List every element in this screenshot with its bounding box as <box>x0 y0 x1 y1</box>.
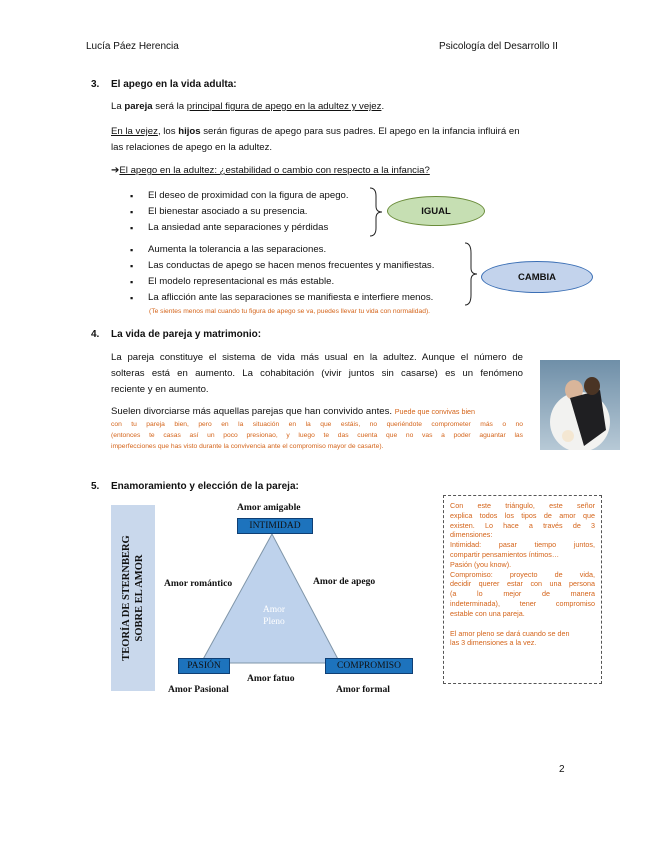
box-line: indeterminada), tener compromiso <box>450 598 595 608</box>
box-line: (a lo mejor de manera <box>450 589 595 599</box>
section-3-title: El apego en la vida adulta: <box>111 79 237 90</box>
list-item: ▪ Aumenta la tolerancia a las separaciones. <box>128 242 434 258</box>
box-line: decidir querer estar con una persona <box>450 579 595 589</box>
list-item: ▪ El modelo representacional es más estable. <box>128 274 434 290</box>
amor-formal-label: Amor formal <box>336 684 390 695</box>
box-line: dimensiones: <box>450 530 493 540</box>
list-item: ▪ El deseo de proximidad con la figura de apego. <box>128 188 349 204</box>
box-line: Con este triángulo, este señor <box>450 501 595 510</box>
section-5-title: Enamoramiento y elección de la pareja: <box>111 481 299 492</box>
pasion-label: PASIÓN <box>178 658 230 674</box>
section-4-title: La vida de pareja y matrimonio: <box>111 329 262 340</box>
cambia-brace-icon <box>463 241 479 307</box>
box-line: explica todos los tipos de amor que <box>450 510 595 520</box>
box-line: estable con una pareja. <box>450 608 525 618</box>
section-3-number: 3. <box>91 79 100 90</box>
arrow-right-icon: ➔ <box>111 165 120 176</box>
box-line: El amor pleno se dará cuando se den <box>450 628 570 638</box>
amor-romantico-label: Amor romántico <box>164 578 233 589</box>
stability-question: ➔El apego en la adultez: ¿estabilidad o cambio con respecto a la infancia? <box>111 165 430 176</box>
cambia-badge: CAMBIA <box>481 261 593 293</box>
header-author: Lucía Páez Herencia <box>86 41 179 52</box>
amor-pasional-label: Amor Pasional <box>168 684 229 695</box>
sternberg-side-title: TEORÍA DE STERNBERG SOBRE EL AMOR <box>121 535 145 661</box>
igual-badge: IGUAL <box>387 196 485 226</box>
cambia-list <box>128 242 434 306</box>
section-5-number: 5. <box>91 481 100 492</box>
section-4-paragraph-1: La pareja constituye el sistema de vida más usual en la adultez. Aunque el número de solteras está en aumento. La cohabitación (vivir juntos sin casarse) es un fenómeno reciente y en aumento. <box>111 352 523 395</box>
list-item: ▪ La aflicción ante las separaciones se manifiesta e interfiere menos. <box>128 290 434 306</box>
intimidad-label: INTIMIDAD <box>237 518 313 534</box>
box-line: existen. Lo hace a través de 3 <box>450 520 595 530</box>
section-4-number: 4. <box>91 329 100 340</box>
list-item: ▪ La ansiedad ante separaciones y pérdidas <box>128 220 349 236</box>
igual-list <box>128 188 349 236</box>
page-number: 2 <box>559 764 565 775</box>
header-course: Psicología del Desarrollo II <box>439 41 558 52</box>
amor-fatuo-label: Amor fatuo <box>247 673 295 684</box>
box-line: Intimidad: pasar tiempo juntos, <box>450 540 595 550</box>
amor-apego-label: Amor de apego <box>313 576 376 587</box>
box-line: Compromiso: proyecto de vida, <box>450 569 595 579</box>
amor-pleno-label: Amor Pleno <box>262 605 286 627</box>
box-line: compartir pensamientos íntimos… <box>450 549 560 559</box>
list-item: ▪ Las conductas de apego se hacen menos frecuentes y manifiestas. <box>128 258 434 274</box>
compromiso-label: COMPROMISO <box>325 658 413 674</box>
box-line: Pasión (you know). <box>450 559 512 569</box>
section-4-paragraph-2: Suelen divorciarse más aquellas parejas que han convivido antes. Puede que convivas bien con tu pareja bien, pero en la situación en la que estáis, no queriéndote comprometer más o no (entonces te casas así un poco presionao, y luego te das cuenta que no vas a poder aguantar las imperfecciones que has visto durante la convivencia ante el compromiso mayor de casarte). <box>111 406 523 450</box>
cambia-note: (Te sientes menos mal cuando tu figura de apego se va, puedes llevar tu vida con normalidad). <box>149 308 431 315</box>
amor-amigable-label: Amor amigable <box>237 502 301 513</box>
list-item: ▪ El bienestar asociado a su presencia. <box>128 204 349 220</box>
section-3-paragraph-2: En la vejez, los hijos serán figuras de apego para sus padres. El apego en la infancia influirá en las relaciones de apego en la adultez. <box>111 126 520 153</box>
couple-photo <box>540 360 620 450</box>
box-line: las 3 dimensiones a la vez. <box>450 638 537 648</box>
igual-brace-icon <box>368 186 384 238</box>
sternberg-explanation-box <box>443 495 602 684</box>
section-3-paragraph-1: La pareja será la principal figura de apego en la adultez y vejez. <box>111 101 385 112</box>
box-line <box>450 619 595 629</box>
